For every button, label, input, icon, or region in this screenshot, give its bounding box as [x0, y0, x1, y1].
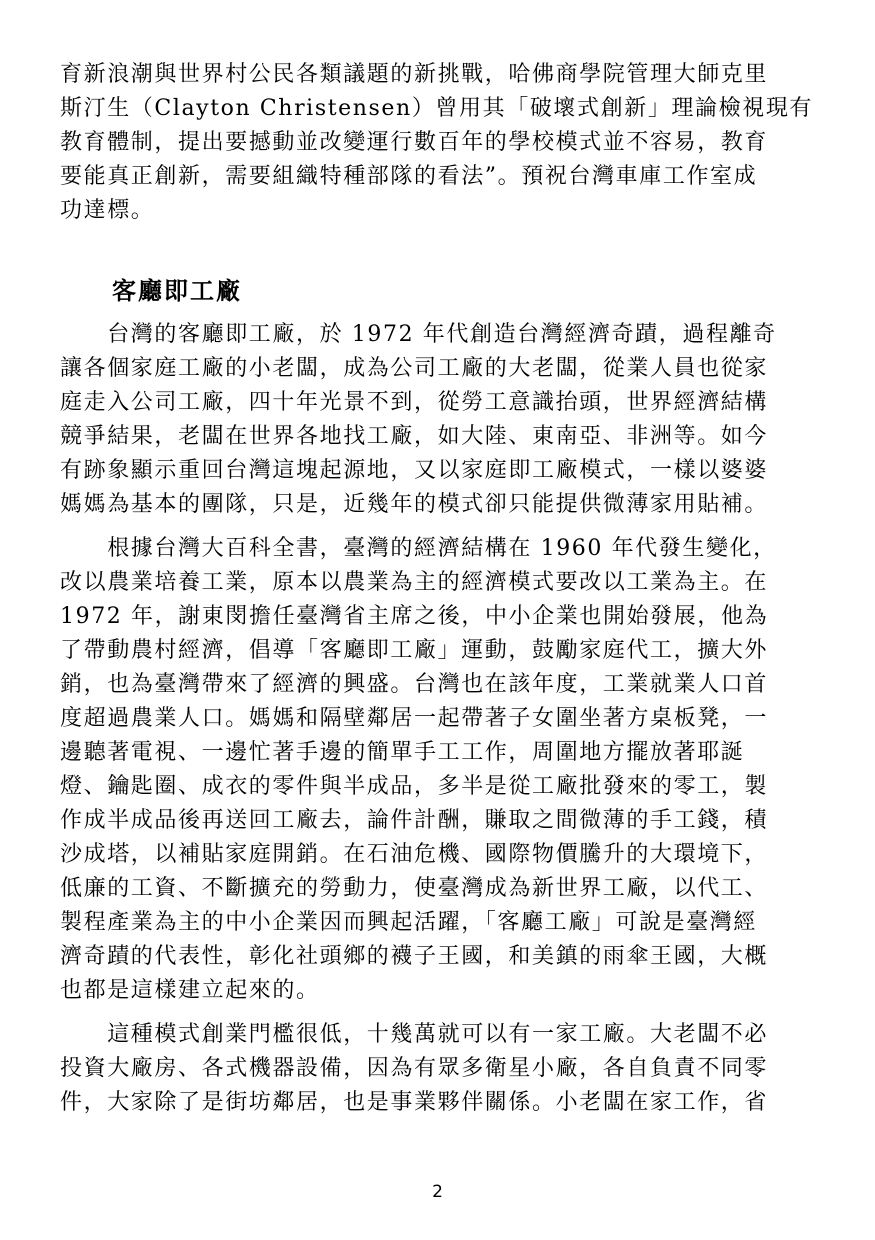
text-line: 作成半成品後再送回工廠去，論件計酬，賺取之間微薄的手工錢，積	[60, 808, 769, 833]
body-paragraph-3	[60, 1018, 812, 1120]
text-line: 有跡象顯示重回台灣這塊起源地，又以家庭即工廠模式，一樣以婆婆	[60, 458, 769, 483]
text-line: 投資大廠房、各式機器設備，因為有眾多衛星小廠，各自負責不同零	[60, 1056, 769, 1081]
text-line: 件，大家除了是街坊鄰居，也是事業夥伴關係。小老闆在家工作，省	[60, 1090, 769, 1115]
text-line: 要能真正創新，需要組織特種部隊的看法”。預祝台灣車庫工作室成	[60, 164, 758, 189]
text-line: 競爭結果，老闆在世界各地找工廠，如大陸、東南亞、非洲等。如今	[60, 424, 769, 449]
text-line: 1972 年，謝東閔擔任臺灣省主席之後，中小企業也開始發展，他為	[60, 604, 769, 629]
text-line: 斯汀生（Clayton Christensen）曾用其「破壞式創新」理論檢視現有	[60, 96, 814, 121]
text-line: 教育體制，提出要撼動並改變運行數百年的學校模式並不容易，教育	[60, 130, 769, 155]
document-page	[60, 58, 812, 1120]
text-line: 低廉的工資、不斷擴充的勞動力，使臺灣成為新世界工廠，以代工、	[60, 876, 769, 901]
text-line: 根據台灣大百科全書，臺灣的經濟結構在 1960 年代發生變化，	[60, 536, 777, 561]
body-paragraph-2	[60, 532, 812, 1008]
body-paragraph-1	[60, 318, 812, 522]
text-line: 這種模式創業門檻很低，十幾萬就可以有一家工廠。大老闆不必	[60, 1022, 769, 1047]
text-line: 媽媽為基本的團隊，只是，近幾年的模式卻只能提供微薄家用貼補。	[60, 492, 769, 517]
text-line: 邊聽著電視、一邊忙著手邊的簡單手工工作，周圍地方擺放著耶誕	[60, 740, 745, 765]
intro-paragraph	[60, 58, 812, 228]
text-line: 了帶動農村經濟，倡導「客廳即工廠」運動，鼓勵家庭代工，擴大外	[60, 638, 769, 663]
text-line: 庭走入公司工廠，四十年光景不到，從勞工意識抬頭，世界經濟結構	[60, 390, 769, 415]
text-line: 育新浪潮與世界村公民各類議題的新挑戰，哈佛商學院管理大師克里	[60, 62, 769, 87]
text-line: 銷，也為臺灣帶來了經濟的興盛。台灣也在該年度，工業就業人口首	[60, 672, 769, 697]
text-line: 功達標。	[60, 198, 155, 223]
text-line: 改以農業培養工業，原本以農業為主的經濟模式要改以工業為主。在	[60, 570, 769, 595]
text-line: 沙成塔，以補貼家庭開銷。在石油危機、國際物價騰升的大環境下，	[60, 842, 769, 867]
page-number: 2	[432, 1182, 443, 1202]
section-heading: 客廳即工廠	[112, 276, 242, 305]
text-line: 度超過農業人口。媽媽和隔壁鄰居一起帶著子女圍坐著方桌板凳，一	[60, 706, 769, 731]
text-line: 燈、鑰匙圈、成衣的零件與半成品，多半是從工廠批發來的零工，製	[60, 774, 769, 799]
text-line: 製程產業為主的中小企業因而興起活躍，「客廳工廠」可說是臺灣經	[60, 910, 758, 935]
text-line: 也都是這樣建立起來的。	[60, 978, 320, 1003]
text-line: 讓各個家庭工廠的小老闆，成為公司工廠的大老闆，從業人員也從家	[60, 356, 769, 381]
text-line: 台灣的客廳即工廠，於 1972 年代創造台灣經濟奇蹟，過程離奇	[60, 322, 777, 347]
text-line: 濟奇蹟的代表性，彰化社頭鄉的襪子王國，和美鎮的雨傘王國，大概	[60, 944, 769, 969]
